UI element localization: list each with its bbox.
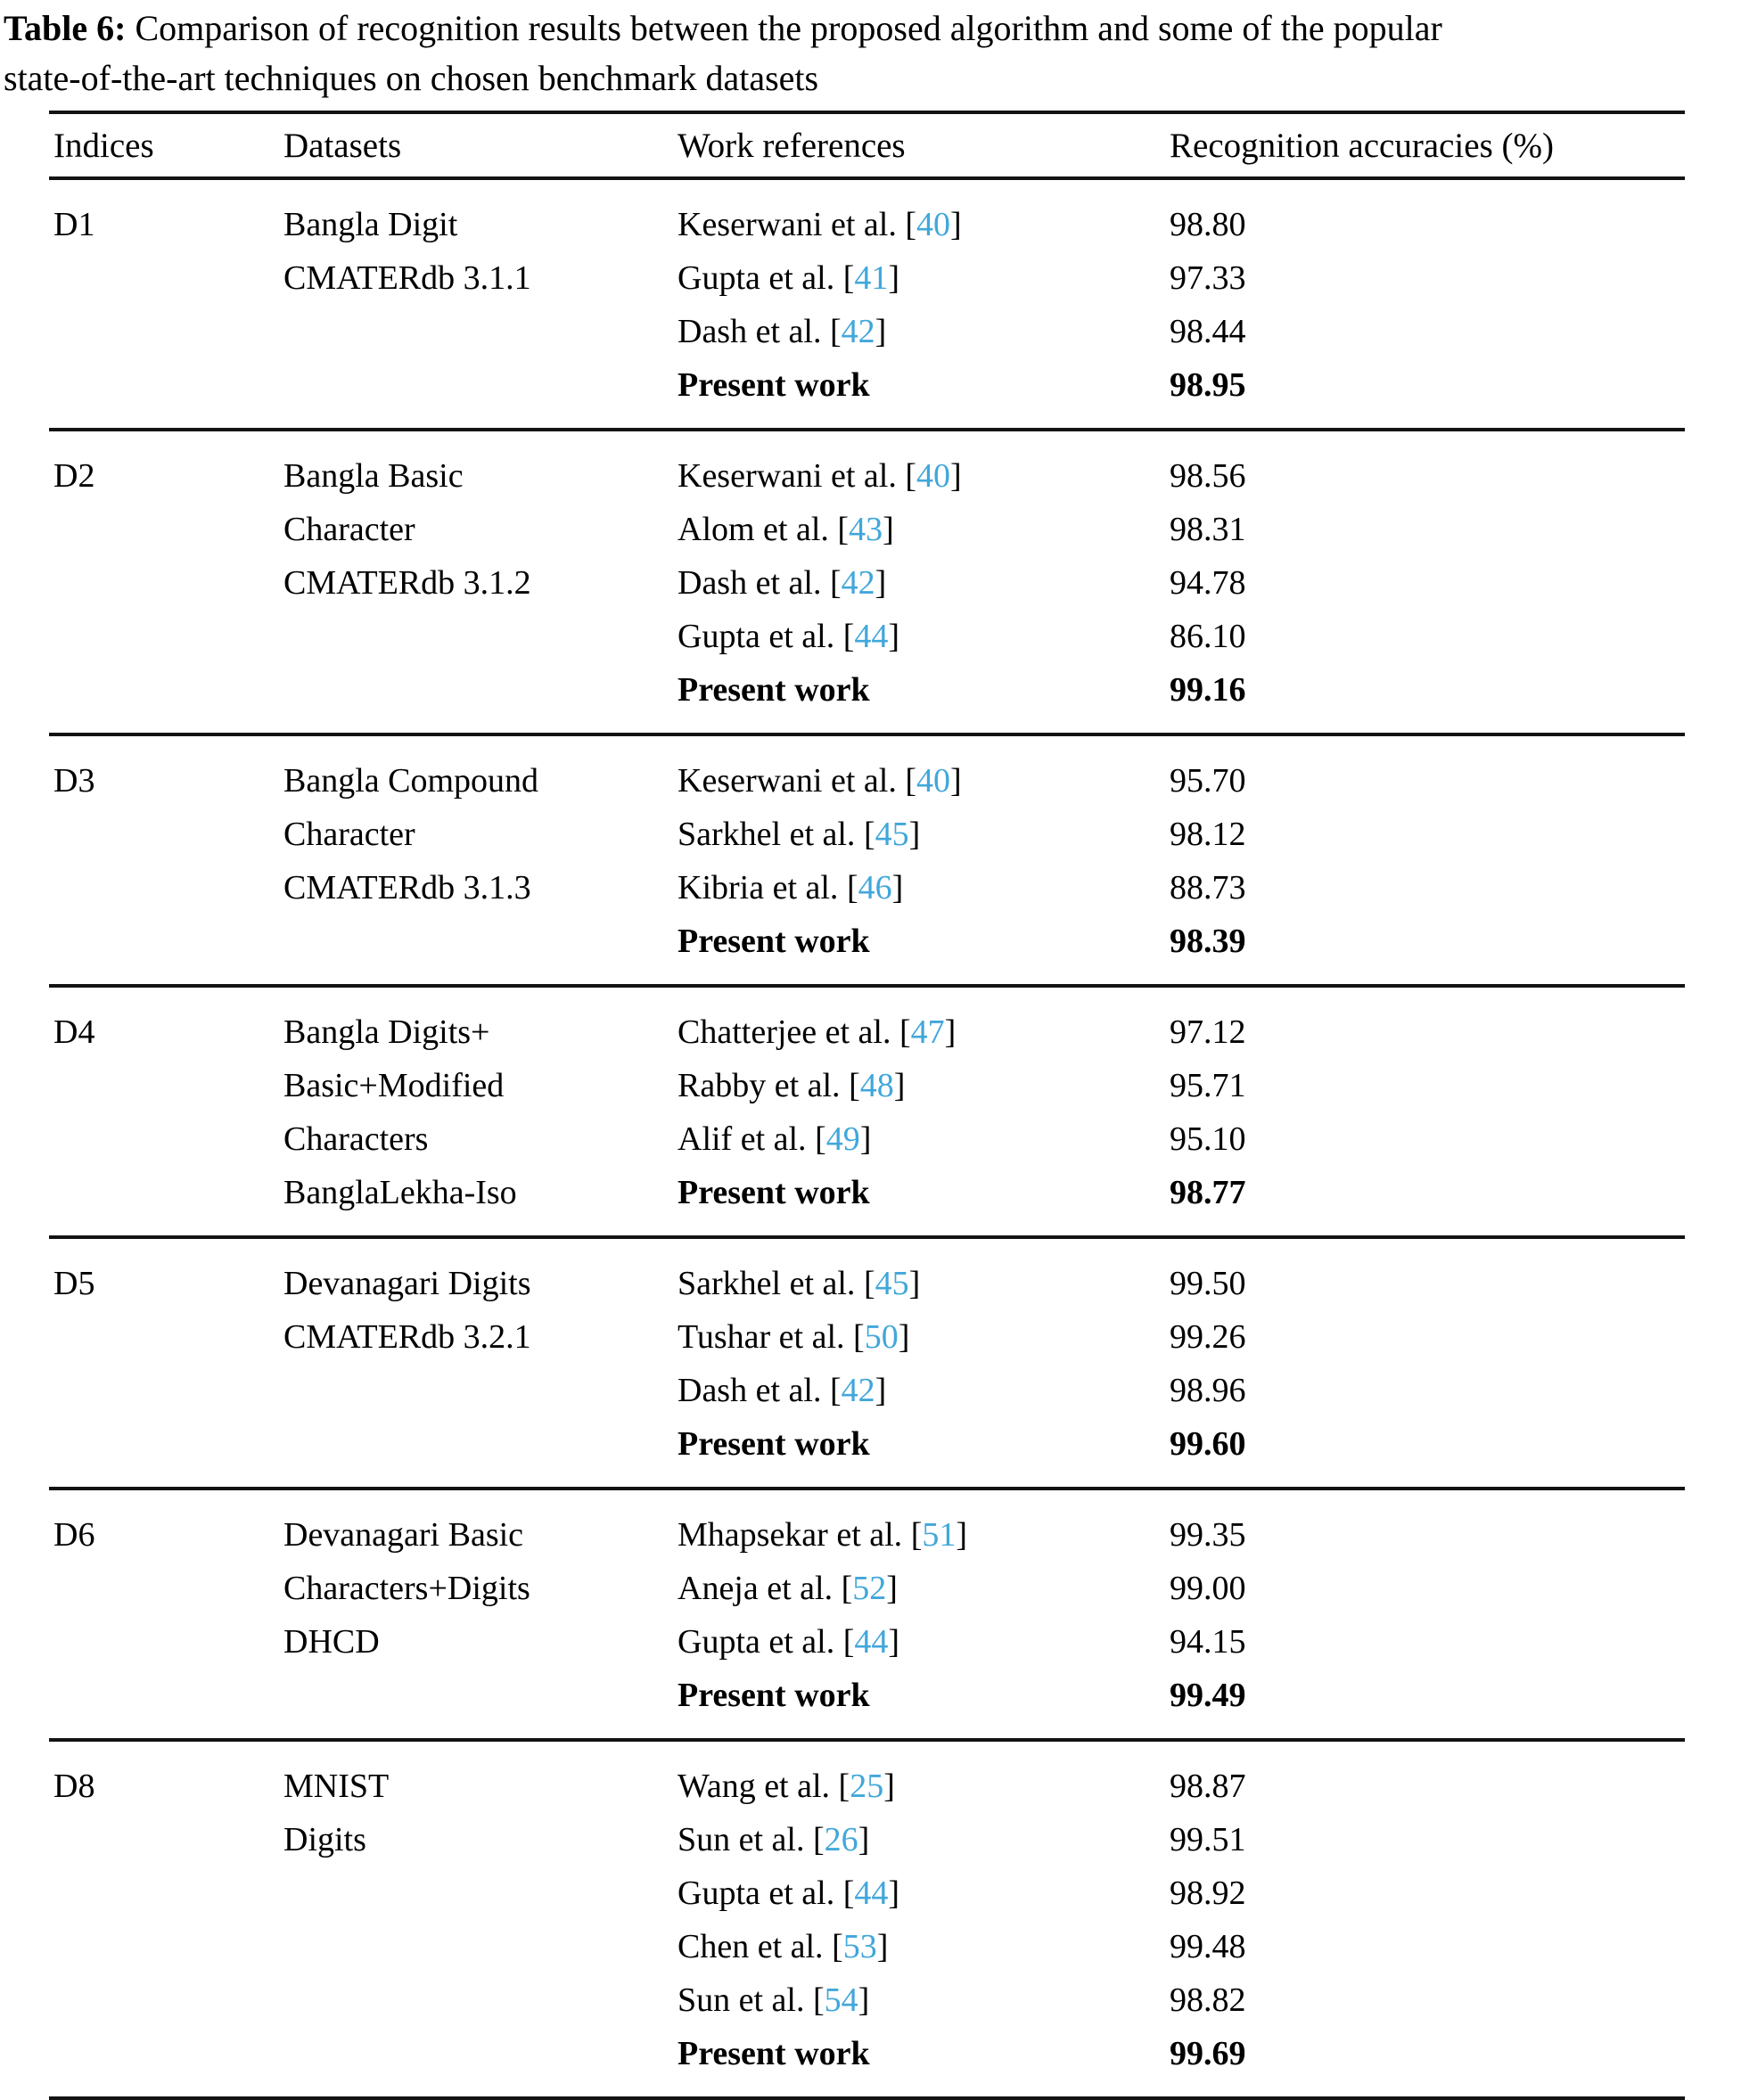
index-column (53, 1005, 283, 1219)
dataset-section (49, 431, 1685, 736)
work-reference (678, 1257, 1170, 1310)
accuracy-value: 98.31 (1170, 511, 1246, 548)
citation-bracket-open: [ (837, 511, 850, 548)
dataset-name-line: Character (283, 816, 415, 853)
accuracy-value: 98.39 (1170, 923, 1246, 960)
work-reference-label: Alom et al. (678, 511, 829, 548)
accuracy-value: 94.15 (1170, 1623, 1246, 1661)
table-caption-label: Table 6: (4, 8, 127, 48)
work-reference-label: Keserwani et al. (678, 206, 897, 243)
index-column (53, 198, 283, 412)
results-table (49, 111, 1685, 2100)
citation-bracket-open: [ (905, 457, 916, 495)
dataset-section (49, 1490, 1685, 1742)
citation-link[interactable]: 53 (842, 1928, 877, 1965)
dataset-index: D6 (53, 1516, 95, 1554)
citation-bracket-open: [ (842, 618, 855, 655)
dataset-index: D3 (53, 762, 95, 800)
work-reference-label: Rabby et al. (678, 1067, 841, 1104)
citation-bracket-open: [ (842, 259, 855, 297)
work-reference (678, 556, 1170, 610)
dataset-section (49, 736, 1685, 988)
dataset-column (283, 1760, 678, 2080)
citation-bracket-open: [ (905, 762, 916, 800)
citation-bracket-open: [ (829, 313, 842, 350)
accuracy-value: 98.44 (1170, 313, 1246, 350)
citation-link[interactable]: 44 (854, 618, 889, 655)
work-reference-label: Present work (678, 1174, 870, 1211)
table-caption-line1: Comparison of recognition results between the proposed algorithm and some of the popular (126, 8, 1442, 48)
work-reference (678, 663, 1170, 717)
accuracy-value: 95.70 (1170, 762, 1246, 800)
accuracy-column (1170, 1508, 1685, 1722)
accuracy-column (1170, 449, 1685, 717)
citation-bracket-close: ] (956, 1516, 967, 1554)
work-reference (678, 808, 1170, 861)
citation-bracket-open: [ (838, 1768, 850, 1805)
dataset-name-line: CMATERdb 3.1.1 (283, 259, 531, 297)
citation-link[interactable]: 49 (825, 1120, 860, 1158)
dataset-name-line: CMATERdb 3.2.1 (283, 1318, 531, 1356)
citation-link[interactable]: 47 (910, 1013, 945, 1051)
citation-bracket-open: [ (812, 1821, 825, 1858)
accuracy-value: 99.48 (1170, 1928, 1246, 1965)
citation-bracket-close: ] (858, 1821, 870, 1858)
dataset-section (49, 1742, 1685, 2100)
dataset-name-line: Characters+Digits (283, 1570, 530, 1607)
citation-bracket-close: ] (875, 564, 887, 602)
dataset-name-line: CMATERdb 3.1.2 (283, 564, 531, 602)
work-reference (678, 449, 1170, 503)
citation-bracket-open: [ (812, 1981, 825, 2019)
work-reference-label: Sun et al. (678, 1821, 805, 1858)
citation-link[interactable]: 40 (916, 206, 950, 243)
dataset-column (283, 1508, 678, 1722)
work-reference (678, 1112, 1170, 1166)
dataset-name-line: Bangla Compound (283, 762, 539, 800)
table-body (49, 180, 1685, 2100)
work-reference-label: Sun et al. (678, 1981, 805, 2019)
citation-link[interactable]: 44 (854, 1623, 889, 1661)
accuracy-value: 98.80 (1170, 206, 1246, 243)
dataset-name-line: CMATERdb 3.1.3 (283, 869, 531, 906)
citation-link[interactable]: 26 (824, 1821, 858, 1858)
work-references-column (678, 1005, 1170, 1219)
work-references-column (678, 1508, 1170, 1722)
work-references-column (678, 1257, 1170, 1471)
citation-bracket-open: [ (832, 1928, 843, 1965)
index-column (53, 1508, 283, 1722)
work-reference-label: Present work (678, 1425, 870, 1463)
work-reference (678, 1669, 1170, 1722)
work-reference-label: Present work (678, 1677, 870, 1714)
citation-bracket-close: ] (876, 1928, 889, 1965)
index-column (53, 449, 283, 717)
work-reference (678, 754, 1170, 808)
citation-bracket-close: ] (908, 1265, 921, 1302)
work-reference (678, 358, 1170, 412)
work-references-column (678, 754, 1170, 968)
citation-bracket-open: [ (841, 1570, 853, 1607)
citation-link[interactable]: 54 (824, 1981, 858, 2019)
dataset-name-line: Digits (283, 1821, 366, 1858)
dataset-column (283, 449, 678, 717)
accuracy-column (1170, 1257, 1685, 1471)
work-reference-label: Sarkhel et al. (678, 816, 856, 853)
work-references-column (678, 1760, 1170, 2080)
work-reference-label: Gupta et al. (678, 259, 835, 297)
work-reference-label: Dash et al. (678, 1372, 822, 1409)
citation-bracket-open: [ (899, 1013, 911, 1051)
accuracy-value: 98.56 (1170, 457, 1246, 495)
accuracy-value: 98.77 (1170, 1174, 1246, 1211)
accuracy-value: 99.49 (1170, 1677, 1246, 1714)
dataset-section (49, 1239, 1685, 1490)
column-header-work-references: Work references (678, 127, 906, 165)
work-reference (678, 1920, 1170, 1973)
citation-bracket-close: ] (858, 1981, 870, 2019)
work-reference (678, 915, 1170, 968)
citation-bracket-open: [ (815, 1120, 826, 1158)
work-reference (678, 1973, 1170, 2027)
work-reference (678, 1166, 1170, 1219)
accuracy-value: 95.71 (1170, 1067, 1246, 1104)
citation-link[interactable]: 40 (916, 457, 950, 495)
dataset-name-line: MNIST (283, 1768, 390, 1805)
citation-link[interactable]: 43 (849, 511, 883, 548)
citation-bracket-close: ] (908, 816, 921, 853)
citation-bracket-open: [ (829, 1372, 842, 1409)
citation-bracket-close: ] (950, 206, 962, 243)
accuracy-value: 98.92 (1170, 1874, 1246, 1912)
work-reference-label: Dash et al. (678, 564, 822, 602)
citation-bracket-open: [ (853, 1318, 865, 1356)
accuracy-value: 99.50 (1170, 1265, 1246, 1302)
accuracy-column (1170, 1005, 1685, 1219)
dataset-name-line: Devanagari Digits (283, 1265, 531, 1302)
dataset-column (283, 1005, 678, 1219)
dataset-name-line: Character (283, 511, 415, 548)
accuracy-value: 98.12 (1170, 816, 1246, 853)
citation-link[interactable]: 40 (916, 762, 950, 800)
work-reference (678, 1364, 1170, 1417)
work-reference-label: Chen et al. (678, 1928, 824, 1965)
accuracy-value: 99.26 (1170, 1318, 1246, 1356)
accuracy-value: 99.51 (1170, 1821, 1246, 1858)
work-reference-label: Present work (678, 671, 870, 709)
work-reference-label: Dash et al. (678, 313, 822, 350)
accuracy-value: 99.69 (1170, 2035, 1246, 2072)
work-reference-label: Mhapsekar et al. (678, 1516, 903, 1554)
work-reference (678, 861, 1170, 915)
work-reference (678, 610, 1170, 663)
work-reference (678, 1760, 1170, 1813)
accuracy-column (1170, 1760, 1685, 2080)
work-reference-label: Chatterjee et al. (678, 1013, 891, 1051)
dataset-index: D1 (53, 206, 95, 243)
work-reference (678, 1310, 1170, 1364)
work-reference (678, 198, 1170, 251)
citation-bracket-close: ] (944, 1013, 957, 1051)
citation-bracket-close: ] (893, 1067, 906, 1104)
citation-bracket-open: [ (842, 1623, 855, 1661)
work-reference (678, 1508, 1170, 1562)
citation-link[interactable]: 42 (841, 313, 875, 350)
citation-link[interactable]: 46 (858, 869, 892, 906)
work-reference (678, 1866, 1170, 1920)
table-caption-line2: state-of-the-art techniques on chosen benchmark datasets (4, 58, 819, 98)
accuracy-value: 95.10 (1170, 1120, 1246, 1158)
index-column (53, 1257, 283, 1471)
index-column (53, 1760, 283, 2080)
work-reference (678, 305, 1170, 358)
work-reference-label: Gupta et al. (678, 1874, 835, 1912)
citation-link[interactable]: 52 (852, 1570, 887, 1607)
accuracy-value: 86.10 (1170, 618, 1246, 655)
accuracy-value: 99.00 (1170, 1570, 1246, 1607)
dataset-index: D4 (53, 1013, 95, 1051)
citation-bracket-close: ] (875, 313, 887, 350)
accuracy-value: 99.60 (1170, 1425, 1246, 1463)
dataset-column (283, 754, 678, 968)
accuracy-value: 98.82 (1170, 1981, 1246, 2019)
accuracy-value: 99.16 (1170, 671, 1246, 709)
work-reference (678, 251, 1170, 305)
dataset-index: D8 (53, 1768, 95, 1805)
index-column (53, 754, 283, 968)
work-references-column (678, 449, 1170, 717)
citation-bracket-open: [ (849, 1067, 860, 1104)
column-header-recognition-accuracies: Recognition accuracies (%) (1170, 127, 1554, 165)
work-reference (678, 1417, 1170, 1471)
accuracy-value: 94.78 (1170, 564, 1246, 602)
citation-link[interactable]: 42 (841, 1372, 875, 1409)
citation-bracket-open: [ (846, 869, 858, 906)
citation-link[interactable]: 25 (850, 1768, 884, 1805)
citation-bracket-close: ] (950, 457, 962, 495)
work-reference-label: Keserwani et al. (678, 762, 897, 800)
dataset-name-line: Characters (283, 1120, 429, 1158)
work-reference-label: Keserwani et al. (678, 457, 897, 495)
work-reference-label: Gupta et al. (678, 1623, 835, 1661)
work-reference-label: Tushar et al. (678, 1318, 845, 1356)
accuracy-value: 98.87 (1170, 1768, 1246, 1805)
citation-bracket-close: ] (883, 1768, 895, 1805)
dataset-column (283, 1257, 678, 1471)
accuracy-value: 88.73 (1170, 869, 1246, 906)
citation-link[interactable]: 51 (922, 1516, 957, 1554)
dataset-index: D2 (53, 457, 95, 495)
accuracy-value: 99.35 (1170, 1516, 1246, 1554)
citation-bracket-open: [ (863, 816, 875, 853)
citation-link[interactable]: 48 (859, 1067, 894, 1104)
citation-bracket-open: [ (863, 1265, 875, 1302)
dataset-name-line: Devanagari Basic (283, 1516, 524, 1554)
citation-bracket-close: ] (891, 869, 904, 906)
accuracy-value: 97.12 (1170, 1013, 1246, 1051)
dataset-column (283, 198, 678, 412)
citation-bracket-close: ] (859, 1120, 872, 1158)
work-reference-label: Kibria et al. (678, 869, 839, 906)
citation-bracket-open: [ (842, 1874, 855, 1912)
column-header-indices: Indices (53, 127, 154, 165)
citation-bracket-close: ] (950, 762, 962, 800)
citation-link[interactable]: 44 (854, 1874, 889, 1912)
citation-bracket-open: [ (905, 206, 916, 243)
citation-bracket-close: ] (888, 1874, 900, 1912)
work-reference (678, 2027, 1170, 2080)
work-reference-label: Present work (678, 923, 870, 960)
citation-bracket-close: ] (888, 1623, 900, 1661)
citation-bracket-close: ] (898, 1318, 910, 1356)
dataset-name-line: BanglaLekha-Iso (283, 1174, 517, 1211)
work-reference (678, 1615, 1170, 1669)
work-reference (678, 1005, 1170, 1059)
work-reference-label: Aneja et al. (678, 1570, 834, 1607)
citation-bracket-close: ] (888, 259, 900, 297)
citation-bracket-open: [ (910, 1516, 923, 1554)
dataset-section (49, 180, 1685, 431)
citation-bracket-close: ] (886, 1570, 898, 1607)
work-reference-label: Sarkhel et al. (678, 1265, 856, 1302)
citation-link[interactable]: 42 (841, 564, 875, 602)
work-reference-label: Alif et al. (678, 1120, 807, 1158)
accuracy-value: 97.33 (1170, 259, 1246, 297)
work-reference (678, 1813, 1170, 1866)
dataset-name-line: DHCD (283, 1623, 380, 1661)
citation-bracket-close: ] (875, 1372, 887, 1409)
dataset-name-line: Bangla Basic (283, 457, 464, 495)
work-reference (678, 503, 1170, 556)
dataset-section (49, 988, 1685, 1239)
citation-link[interactable]: 50 (864, 1318, 899, 1356)
citation-bracket-close: ] (883, 511, 894, 548)
accuracy-column (1170, 754, 1685, 968)
dataset-index: D5 (53, 1265, 95, 1302)
work-references-column (678, 198, 1170, 412)
accuracy-value: 98.96 (1170, 1372, 1246, 1409)
citation-link[interactable]: 45 (875, 1265, 909, 1302)
work-reference-label: Gupta et al. (678, 618, 835, 655)
dataset-name-line: Bangla Digit (283, 206, 458, 243)
dataset-name-line: Basic+Modified (283, 1067, 505, 1104)
work-reference (678, 1059, 1170, 1112)
table-header-row (49, 114, 1685, 180)
column-header-datasets: Datasets (283, 127, 402, 165)
citation-link[interactable]: 41 (854, 259, 889, 297)
table-caption (4, 4, 1734, 103)
work-reference (678, 1562, 1170, 1615)
accuracy-value: 98.95 (1170, 366, 1246, 404)
work-reference-label: Wang et al. (678, 1768, 831, 1805)
accuracy-column (1170, 198, 1685, 412)
work-reference-label: Present work (678, 366, 870, 404)
work-reference-label: Present work (678, 2035, 870, 2072)
citation-link[interactable]: 45 (875, 816, 909, 853)
dataset-name-line: Bangla Digits+ (283, 1013, 490, 1051)
citation-bracket-close: ] (888, 618, 900, 655)
citation-bracket-open: [ (829, 564, 842, 602)
